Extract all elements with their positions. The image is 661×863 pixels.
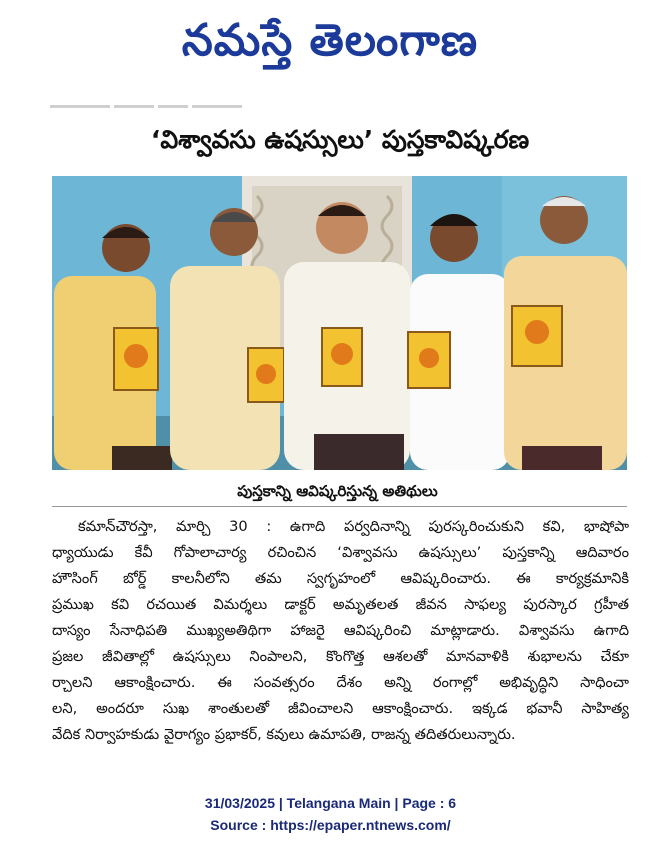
article-body [52, 514, 629, 748]
page-footer [0, 792, 661, 836]
footer-source: Source : https://epaper.ntnews.com/ [210, 817, 451, 833]
footer-date-edition: 31/03/2025 | Telangana Main | Page : 6 [204, 795, 457, 811]
article-line: ధ్యాయుడు కేవీ గోపాలాచార్య రచించిన ‘విశ్వావసు ఉషస్సులు’ పుస్తకాన్ని ఆదివారం [52, 544, 629, 561]
article-line: లని, అందరూ సుఖ శాంతులతో జీవించాలని ఆకాంక్షించారు. ఇక్కడ భవానీ సాహిత్య [52, 700, 629, 717]
article-line: ప్రముఖ కవి రచయిత విమర్శలు డాక్టర్ అమృతలత జీవన సాఫల్య పురస్కార గ్రహీత [52, 596, 629, 613]
masthead [0, 0, 661, 92]
article-line: హౌసింగ్ బోర్డ్ కాలనీలోని తమ స్వగృహంలో ఆవిష్కరించారు. ఈ కార్యక్రమానికి [52, 570, 629, 587]
article-line: ప్రజల జీవితాల్లో ఉషస్సులు నింపాలని, కొంగొత్త ఆశలతో మానవాళికి శుభాలను చేకూ [52, 648, 629, 665]
masthead-divider [50, 96, 290, 104]
article-line: ర్చాలని ఆకాంక్షించారు. ఈ సంవత్సరం దేశం అన్ని రంగాల్లో అభివృద్ధిని సాధించా [52, 674, 629, 691]
photo-caption: పుస్తకాన్ని ఆవిష్కరిస్తున్న అతిథులు [237, 482, 438, 500]
newspaper-logo: నమస్తే తెలంగాణ [181, 15, 479, 66]
article-photo [52, 176, 627, 470]
article-line: వేదిక నిర్వాహకుడు వైరాగ్యం ప్రభాకర్, కవులు ఉమాపతి, రాజన్న తదితరులున్నారు. [52, 726, 516, 743]
photo-illustration [52, 176, 627, 470]
caption-divider [52, 506, 627, 507]
article-line: దాస్యం సేనాధిపతి ముఖ్యఅతిథిగా హాజరై ఆవిష్కరించి మాట్లాడారు. విశ్వావసు ఉగాది [52, 622, 629, 639]
article-line: కమాన్‌చౌరస్తా, మార్చి 30 : ఉగాది పర్వదినాన్ని పురస్కరించుకుని కవి, భాషోపా [78, 518, 629, 535]
article-headline: ‘విశ్వావసు ఉషస్సులు’ పుస్తకావిష్కరణ [150, 125, 530, 154]
